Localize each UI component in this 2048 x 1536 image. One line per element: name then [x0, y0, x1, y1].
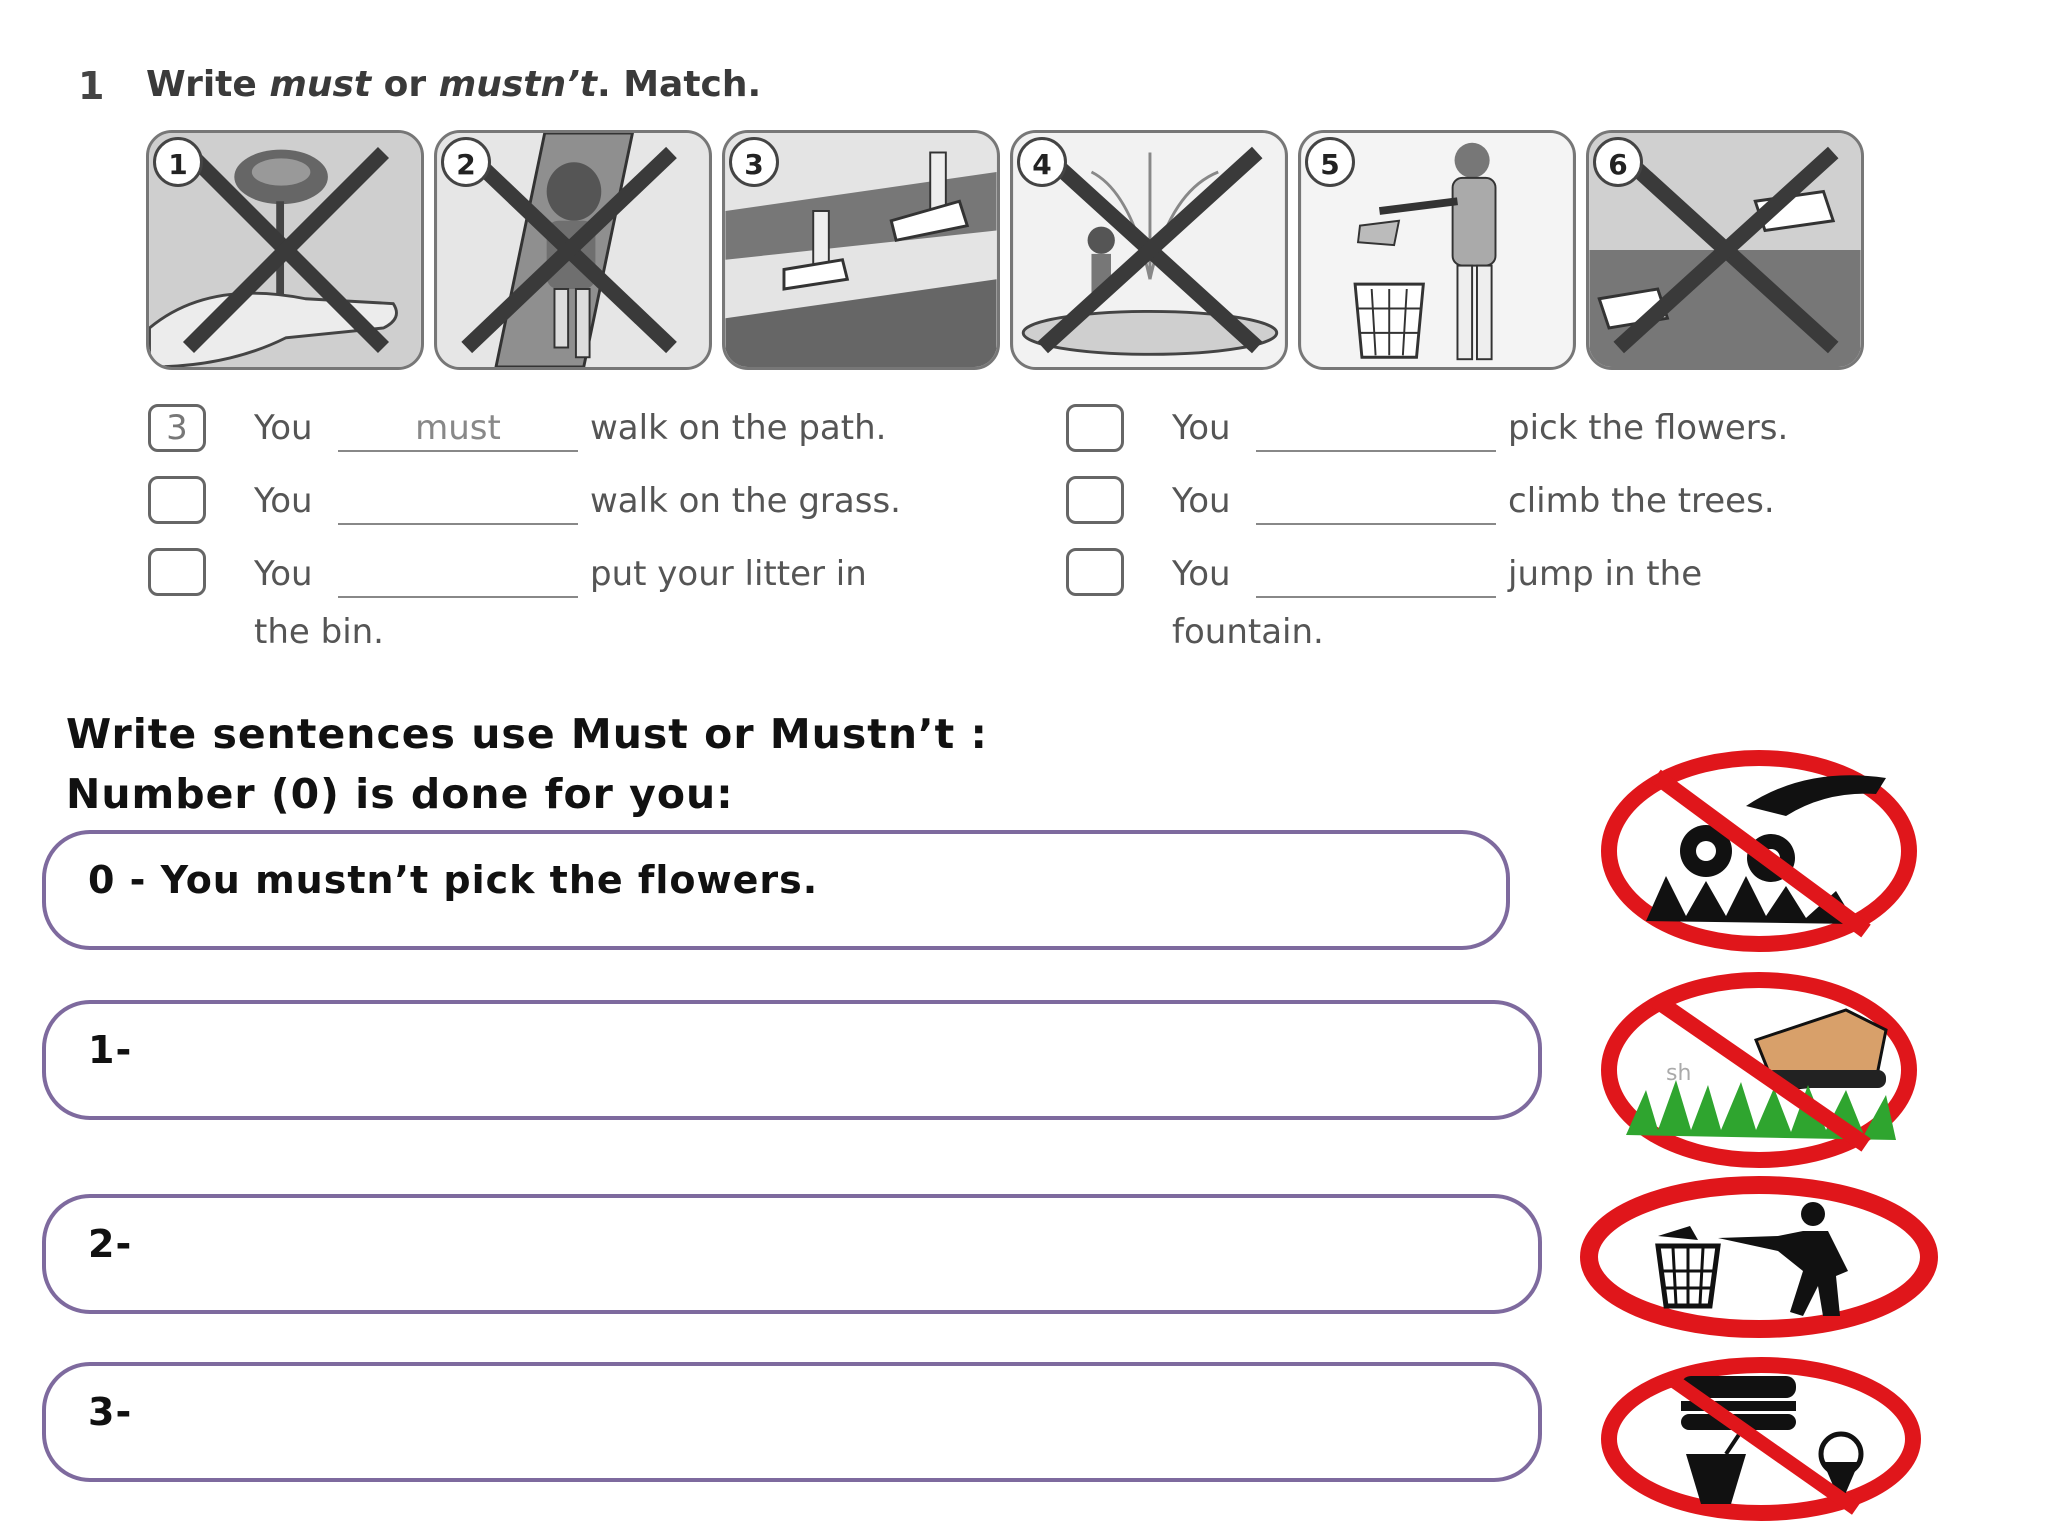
- match-box[interactable]: [1066, 548, 1124, 596]
- answer-blank[interactable]: [338, 523, 578, 525]
- sentence-you: You: [1172, 554, 1231, 594]
- answer-box-2[interactable]: [42, 1194, 1542, 1314]
- sentence-rest: pick the flowers.: [1508, 408, 1789, 448]
- sentence-you: You: [1172, 408, 1231, 448]
- answer-box-0[interactable]: [42, 830, 1510, 950]
- match-box[interactable]: [1066, 476, 1124, 524]
- sentence-you: You: [254, 481, 313, 521]
- exercise-title: [146, 64, 761, 105]
- watermark-text: sh: [1666, 1061, 1692, 1086]
- exercise-number: 1: [78, 64, 105, 108]
- panel-number-badge: 4: [1017, 137, 1067, 187]
- answer-blank[interactable]: [338, 596, 578, 598]
- picture-panel-3: [722, 130, 1000, 370]
- sentence-you: You: [254, 554, 313, 594]
- answer-blank[interactable]: [1256, 523, 1496, 525]
- panel-number-badge: 1: [153, 137, 203, 187]
- match-box[interactable]: [148, 476, 206, 524]
- sentence-you: You: [1172, 481, 1231, 521]
- match-box[interactable]: 3: [148, 404, 206, 452]
- sentence-rest: climb the trees.: [1508, 481, 1775, 521]
- answer-blank[interactable]: [338, 450, 578, 452]
- title-or: or: [383, 64, 427, 105]
- picture-panel-1: [146, 130, 424, 370]
- picture-panel-6: [1586, 130, 1864, 370]
- task-instruction: Write sentences use Must or Mustn’t :: [66, 710, 988, 758]
- title-mustnt: mustn’t: [438, 64, 598, 105]
- sentence-rest: put your litter in: [590, 554, 867, 594]
- answer-filled: must: [415, 408, 501, 448]
- no-picking-flowers-sign-icon: [1596, 746, 1922, 956]
- picture-panel-2: [434, 130, 712, 370]
- sentence-you: You: [254, 408, 313, 448]
- title-end: . Match.: [597, 64, 762, 105]
- picture-panel-5: [1298, 130, 1576, 370]
- no-walking-on-grass-sign-icon: [1596, 970, 1922, 1170]
- panel-number-badge: 2: [441, 137, 491, 187]
- sentence-rest: walk on the grass.: [590, 481, 901, 521]
- panel-number-badge: 6: [1593, 137, 1643, 187]
- match-box[interactable]: [1066, 404, 1124, 452]
- answer-box-3[interactable]: [42, 1362, 1542, 1482]
- task-example-note: Number (0) is done for you:: [66, 770, 734, 818]
- sentence-rest: walk on the path.: [590, 408, 887, 448]
- match-box[interactable]: [148, 548, 206, 596]
- no-food-drink-sign-icon: [1596, 1354, 1926, 1524]
- answer-label: 2-: [88, 1222, 133, 1266]
- answer-label: 1-: [88, 1028, 133, 1072]
- title-write: Write: [146, 64, 257, 105]
- title-must: must: [269, 64, 372, 105]
- answer-blank[interactable]: [1256, 450, 1496, 452]
- sentence-continuation: fountain.: [1172, 612, 1324, 652]
- panel-number-badge: 3: [729, 137, 779, 187]
- answer-label: 3-: [88, 1390, 133, 1434]
- panel-number-badge: 5: [1305, 137, 1355, 187]
- sentence-continuation: the bin.: [254, 612, 384, 652]
- answer-label: 0 - You mustn’t pick the flowers.: [88, 858, 819, 902]
- answer-box-1[interactable]: [42, 1000, 1542, 1120]
- picture-panel-4: [1010, 130, 1288, 370]
- no-littering-sign-icon: [1578, 1176, 1940, 1338]
- sentence-rest: jump in the: [1508, 554, 1703, 594]
- answer-blank[interactable]: [1256, 596, 1496, 598]
